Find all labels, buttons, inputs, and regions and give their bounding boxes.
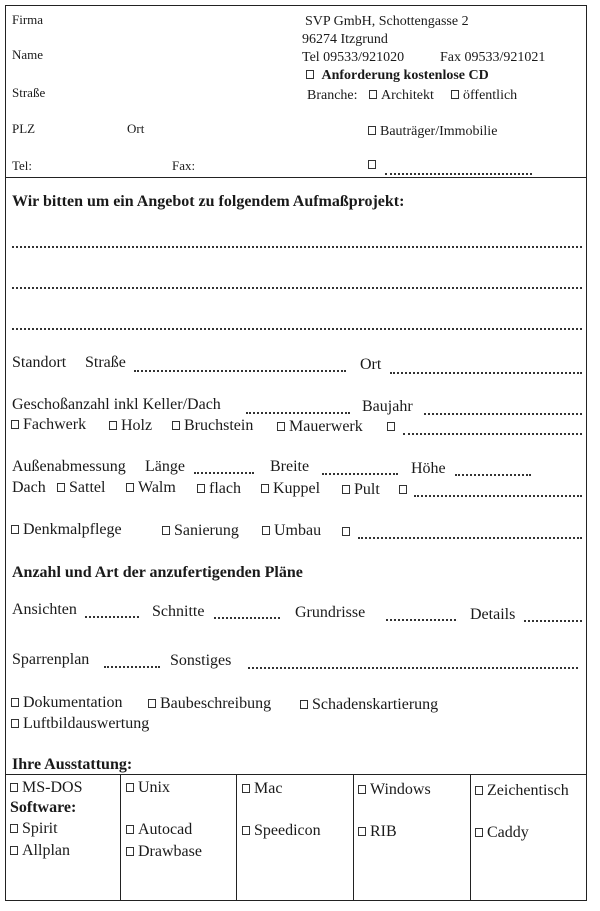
ort-field[interactable] bbox=[390, 372, 582, 374]
column-divider bbox=[236, 774, 237, 901]
checkbox-icon bbox=[300, 700, 308, 709]
baujahr-label: Baujahr bbox=[362, 398, 413, 415]
roof-pult[interactable] bbox=[342, 481, 380, 499]
company-tel: Tel 09533/921020 bbox=[302, 50, 405, 65]
type-denkmalpflege[interactable] bbox=[11, 521, 122, 539]
ansichten-label: Ansichten bbox=[12, 601, 77, 618]
branche-architekt-label: Architekt bbox=[381, 88, 434, 103]
geschoss-field[interactable] bbox=[246, 412, 350, 414]
laenge-field[interactable] bbox=[194, 472, 254, 474]
description-line-2[interactable] bbox=[12, 287, 582, 289]
breite-field[interactable] bbox=[322, 473, 398, 475]
ansichten-field[interactable] bbox=[85, 616, 139, 618]
software-caddy[interactable] bbox=[475, 824, 529, 842]
checkbox-icon bbox=[126, 847, 134, 856]
checkbox-icon bbox=[172, 421, 180, 430]
column-divider bbox=[120, 774, 121, 901]
roof-walm[interactable] bbox=[126, 479, 176, 497]
branche-other-option[interactable] bbox=[368, 158, 380, 174]
checkbox-icon bbox=[358, 827, 366, 836]
checkbox-icon bbox=[242, 826, 250, 835]
cd-request-option[interactable] bbox=[306, 68, 489, 84]
material-other[interactable] bbox=[387, 418, 399, 436]
software-item-label: Allplan bbox=[22, 842, 70, 859]
software-speedicon[interactable] bbox=[242, 822, 321, 840]
material-bruchstein[interactable] bbox=[172, 417, 253, 435]
os-label: Mac bbox=[254, 780, 283, 797]
os-label: MS-DOS bbox=[22, 779, 83, 796]
checkbox-icon bbox=[451, 90, 459, 99]
strasse-field[interactable] bbox=[134, 370, 346, 372]
type-sanierung[interactable] bbox=[162, 522, 239, 540]
checkbox-icon bbox=[109, 421, 117, 430]
material-holz[interactable] bbox=[109, 417, 152, 435]
checkbox-icon bbox=[162, 526, 170, 535]
software-spirit[interactable] bbox=[10, 820, 58, 838]
schnitte-label: Schnitte bbox=[152, 603, 205, 620]
option-label: Luftbildauswertung bbox=[23, 715, 150, 732]
checkbox-icon bbox=[126, 783, 134, 792]
type-label: Umbau bbox=[274, 522, 322, 539]
checkbox-icon bbox=[11, 698, 19, 707]
software-autocad[interactable] bbox=[126, 821, 192, 839]
software-rib[interactable] bbox=[358, 823, 397, 841]
os-label: Unix bbox=[138, 779, 170, 796]
checkbox-icon bbox=[342, 527, 350, 536]
sparrenplan-field[interactable] bbox=[104, 666, 160, 668]
material-label: Holz bbox=[121, 417, 153, 434]
checkbox-icon bbox=[11, 719, 19, 728]
company-name: SVP GmbH, Schottengasse 2 bbox=[305, 14, 469, 29]
option-baubeschreibung[interactable] bbox=[148, 695, 271, 713]
software-item-label: Spirit bbox=[22, 820, 58, 837]
label-fax: Fax: bbox=[172, 158, 196, 173]
checkbox-icon bbox=[126, 825, 134, 834]
hoehe-label: Höhe bbox=[411, 460, 446, 477]
checkbox-icon bbox=[11, 420, 19, 429]
company-fax: Fax 09533/921021 bbox=[440, 50, 546, 65]
branche-oeffentlich-label: öffentlich bbox=[463, 88, 518, 103]
checkbox-icon bbox=[306, 70, 314, 79]
software-item-label: Speedicon bbox=[254, 822, 321, 839]
sonstiges-field[interactable] bbox=[248, 667, 578, 669]
option-label: Schadenskartierung bbox=[312, 696, 439, 713]
request-heading: Wir bitten um ein Angebot zu folgendem Aufmaßprojekt: bbox=[12, 193, 405, 210]
standort-strasse-label: Straße bbox=[85, 354, 126, 371]
checkbox-icon bbox=[387, 422, 395, 431]
software-label: Software: bbox=[10, 799, 77, 816]
cd-request-label: Anforderung kostenlose CD bbox=[321, 68, 489, 83]
label-firma: Firma bbox=[12, 12, 44, 27]
option-luftbildauswertung[interactable] bbox=[11, 715, 149, 733]
aussen-label: Außenabmessung bbox=[12, 458, 126, 475]
roof-sattel[interactable] bbox=[57, 479, 105, 497]
equipment-heading: Ihre Ausstattung: bbox=[12, 756, 133, 773]
label-name: Name bbox=[12, 47, 44, 62]
os-windows[interactable] bbox=[358, 781, 431, 799]
material-other-field[interactable] bbox=[403, 433, 582, 435]
branche-architekt-option[interactable] bbox=[369, 88, 434, 104]
details-field[interactable] bbox=[524, 620, 582, 622]
checkbox-icon bbox=[399, 485, 407, 494]
roof-kuppel[interactable] bbox=[261, 480, 320, 498]
branche-oeffentlich-option[interactable] bbox=[451, 88, 517, 104]
branche-bautraeger-option[interactable] bbox=[368, 124, 497, 140]
material-label: Bruchstein bbox=[184, 417, 254, 434]
details-label: Details bbox=[470, 606, 516, 623]
software-item-label: Caddy bbox=[487, 824, 529, 841]
type-other-field[interactable] bbox=[358, 537, 582, 539]
checkbox-icon bbox=[10, 783, 18, 792]
roof-flach[interactable] bbox=[197, 480, 241, 498]
roof-label: flach bbox=[209, 480, 241, 497]
roof-other-field[interactable] bbox=[414, 495, 582, 497]
label-ort: Ort bbox=[127, 121, 145, 136]
option-dokumentation[interactable] bbox=[11, 694, 123, 712]
laenge-label: Länge bbox=[145, 458, 185, 475]
roof-label: Sattel bbox=[69, 479, 106, 496]
checkbox-icon bbox=[342, 485, 350, 494]
type-umbau[interactable] bbox=[262, 522, 321, 540]
breite-label: Breite bbox=[270, 458, 310, 475]
label-tel: Tel: bbox=[12, 158, 33, 173]
software-item-label: Drawbase bbox=[138, 843, 202, 860]
hoehe-field[interactable] bbox=[455, 474, 531, 476]
schnitte-field[interactable] bbox=[214, 617, 280, 619]
os-unix[interactable] bbox=[126, 779, 170, 797]
os-label: Windows bbox=[370, 781, 431, 798]
checkbox-icon bbox=[262, 526, 270, 535]
checkbox-icon bbox=[126, 483, 134, 492]
label-strasse: Straße bbox=[12, 85, 46, 100]
checkbox-icon bbox=[369, 90, 377, 99]
checkbox-icon bbox=[197, 484, 205, 493]
checkbox-icon bbox=[475, 786, 483, 795]
divider bbox=[5, 177, 587, 178]
baujahr-field[interactable] bbox=[424, 413, 582, 415]
material-label: Mauerwerk bbox=[289, 418, 363, 435]
plans-heading: Anzahl und Art der anzufertigenden Pläne bbox=[12, 564, 303, 581]
type-other[interactable] bbox=[342, 523, 354, 541]
option-label: Baubeschreibung bbox=[160, 695, 272, 712]
roof-label: Walm bbox=[138, 479, 176, 496]
checkbox-icon bbox=[475, 828, 483, 837]
checkbox-icon bbox=[358, 785, 366, 794]
roof-label: Pult bbox=[354, 481, 380, 498]
column-divider bbox=[353, 774, 354, 901]
sparrenplan-label: Sparrenplan bbox=[12, 651, 90, 668]
os-msdos[interactable] bbox=[10, 779, 82, 797]
checkbox-icon bbox=[57, 483, 65, 492]
description-line-3[interactable] bbox=[12, 328, 582, 330]
material-mauerwerk[interactable] bbox=[277, 418, 363, 436]
geschoss-label: Geschoßanzahl inkl Keller/Dach bbox=[12, 396, 221, 413]
os-zeichentisch[interactable] bbox=[475, 782, 569, 800]
description-line-1[interactable] bbox=[12, 246, 582, 248]
software-item-label: Autocad bbox=[138, 821, 193, 838]
checkbox-icon bbox=[277, 422, 285, 431]
company-city: 96274 Itzgrund bbox=[302, 32, 388, 47]
material-label: Fachwerk bbox=[23, 416, 87, 433]
standort-label: Standort bbox=[12, 354, 67, 371]
material-fachwerk[interactable] bbox=[11, 416, 86, 434]
checkbox-icon bbox=[368, 126, 376, 135]
checkbox-icon bbox=[242, 784, 250, 793]
type-label: Denkmalpflege bbox=[23, 521, 122, 538]
label-plz: PLZ bbox=[12, 121, 36, 136]
os-label: Zeichentisch bbox=[487, 782, 569, 799]
dach-label: Dach bbox=[12, 479, 46, 496]
checkbox-icon bbox=[261, 484, 269, 493]
grundrisse-field[interactable] bbox=[386, 619, 456, 621]
checkbox-icon bbox=[11, 525, 19, 534]
checkbox-icon bbox=[10, 846, 18, 855]
checkbox-icon bbox=[148, 699, 156, 708]
type-label: Sanierung bbox=[174, 522, 239, 539]
software-allplan[interactable] bbox=[10, 842, 70, 860]
grundrisse-label: Grundrisse bbox=[295, 604, 366, 621]
option-schadenskartierung[interactable] bbox=[300, 696, 438, 714]
divider bbox=[5, 774, 587, 775]
column-divider bbox=[470, 774, 471, 901]
sonstiges-label: Sonstiges bbox=[170, 652, 232, 669]
option-label: Dokumentation bbox=[23, 694, 123, 711]
roof-other[interactable] bbox=[399, 481, 411, 499]
branche-label: Branche: bbox=[307, 88, 358, 103]
branche-bautraeger-label: Bauträger/Immobilie bbox=[380, 124, 498, 139]
checkbox-icon bbox=[10, 824, 18, 833]
software-drawbase[interactable] bbox=[126, 843, 202, 861]
branche-other-field[interactable] bbox=[385, 173, 532, 175]
roof-label: Kuppel bbox=[273, 480, 321, 497]
software-item-label: RIB bbox=[370, 823, 397, 840]
standort-ort-label: Ort bbox=[360, 356, 382, 373]
os-mac[interactable] bbox=[242, 780, 282, 798]
checkbox-icon bbox=[368, 160, 376, 169]
